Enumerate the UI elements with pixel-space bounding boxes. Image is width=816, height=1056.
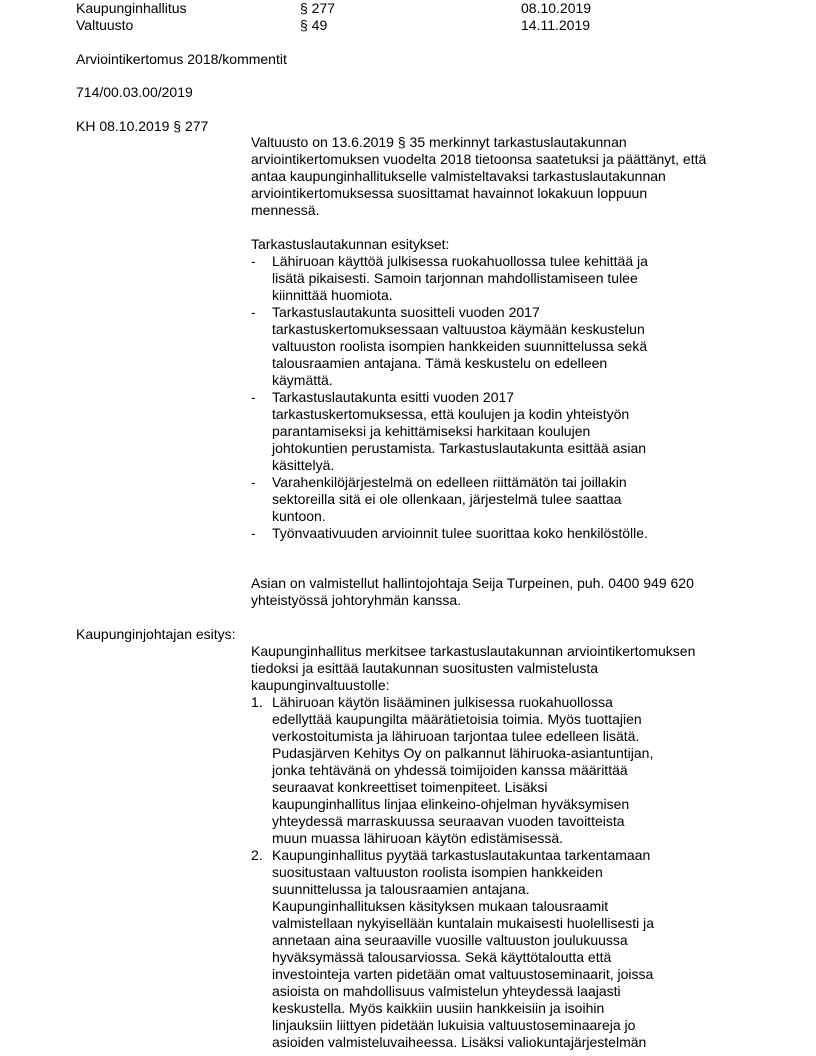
list-item [251, 694, 654, 847]
mayor-items-list [251, 694, 654, 1051]
list-marker: - [251, 525, 256, 541]
list-item-line: Kaupunginhallitus pyytää tarkastuslautakuntaa tarkentamaan [272, 847, 651, 863]
list-item-line: valmistellaan nykyisellään kuntalain mukaisesti huolellisesti ja [272, 915, 655, 931]
intro-line: Valtuusto on 13.6.2019 § 35 merkinnyt tarkastuslautakunnan [251, 134, 627, 150]
list-item-line: Tarkastuslautakunta suositteli vuoden 2017 [272, 304, 540, 320]
list-item [251, 389, 648, 474]
mayor-intro-line: kaupunginvaltuustolle: [251, 677, 390, 693]
header-date-2: 14.11.2019 [521, 17, 591, 33]
list-marker: - [251, 253, 256, 269]
list-item-line: edellyttää kaupungilta määrätietoisia toimia. Myös tuottajien [272, 711, 642, 727]
list-number: 1. [251, 694, 263, 710]
header-body-1: Kaupunginhallitus [76, 0, 187, 16]
list-item-line: Pudasjärven Kehitys Oy on palkannut lähiruoka-asiantuntijan, [272, 745, 654, 761]
list-item-line: tarkastuskertomuksessaan valtuustoa käymään keskustelun [272, 321, 645, 337]
list-item-line: Lähiruoan käyttöä julkisessa ruokahuollossa tulee kehittää ja [272, 253, 648, 269]
intro-line: arviointikertomuksessa suosittamat havainnot lokakuun loppuun [251, 185, 648, 201]
list-item-line: sektoreilla sitä ei ole ollenkaan, järjestelmä tulee saattaa [272, 491, 622, 507]
list-marker: - [251, 474, 256, 490]
list-item [251, 525, 648, 542]
list-item-line: asioiden valmisteluvaiheessa. Lisäksi valiokuntajärjestelmän [272, 1034, 647, 1050]
list-item-line: asioista on mahdollisuus valmistelun yhteydessä laajasti [272, 983, 621, 999]
proposals-list [251, 253, 648, 542]
list-item-line: yhteydessä marraskuussa seuraavan vuoden tavoitteista [272, 813, 625, 829]
list-marker: - [251, 304, 256, 320]
list-item-line: Lähiruoan käytön lisääminen julkisessa ruokahuollossa [272, 694, 613, 710]
list-item-line: hyväksymässä talousarviossa. Sekä käyttötaloutta että [272, 949, 612, 965]
list-item-line: käymättä. [272, 372, 333, 388]
list-item-line: annetaan aina seuraaville vuosille valtuuston joulukuussa [272, 932, 628, 948]
list-item-line: käsittelyä. [272, 457, 335, 473]
proposals-heading: Tarkastuslautakunnan esitykset: [251, 236, 450, 252]
header-section-2: § 49 [300, 17, 328, 33]
list-item-line: lisätä pikaisesti. Samoin tarjonnan mahdollistamiseen tulee [272, 270, 638, 286]
kh-label: KH 08.10.2019 § 277 [76, 118, 209, 134]
intro-paragraph [251, 134, 706, 219]
list-item [251, 847, 654, 1051]
list-item-line: muun muassa lähiruoan käytön edistämisessä. [272, 830, 564, 846]
intro-line: antaa kaupunginhallitukselle valmisteltavaksi tarkastuslautakunnan [251, 168, 666, 184]
list-item-line: jonka tehtävänä on yhdessä toimijoiden kanssa määrittää [272, 762, 628, 778]
list-item-line: kiinnittää huomiota. [272, 287, 393, 303]
header-date-1: 08.10.2019 [521, 0, 592, 16]
prepared-paragraph [251, 575, 694, 609]
list-item-line: seuraavat konkreettiset toimenpiteet. Lisäksi [272, 779, 548, 795]
list-number: 2. [251, 847, 263, 863]
list-item-line: kuntoon. [272, 508, 326, 524]
intro-line: mennessä. [251, 202, 320, 218]
list-item-line: Kaupunginhallituksen käsityksen mukaan talousraamit [272, 898, 609, 914]
list-item-line: parantamiseksi ja kehittämiseksi harkitaan koulujen [272, 423, 591, 439]
header-body-2: Valtuusto [76, 17, 134, 33]
reference-number: 714/00.03.00/2019 [76, 84, 193, 100]
list-item-line: tarkastuskertomuksessa, että koulujen ja kodin yhteistyön [272, 406, 630, 422]
mayor-label: Kaupunginjohtajan esitys: [76, 626, 236, 642]
list-item [251, 253, 648, 304]
list-item-line: Tarkastuslautakunta esitti vuoden 2017 [272, 389, 515, 405]
list-item-line: suunnittelussa ja talousraamien antajana. [272, 881, 530, 897]
list-item-line: Työnvaativuuden arvioinnit tulee suorittaa koko henkilöstölle. [272, 525, 648, 541]
list-item-line: suositustaan valtuuston roolista isompien hankkeiden [272, 864, 603, 880]
list-item-line: keskustella. Myös kaikkiin uusiin hankkeisiin ja isoihin [272, 1000, 605, 1016]
list-item-line: investointeja varten pidetään omat valtuustoseminaarit, joissa [272, 966, 654, 982]
list-item-line: valtuuston roolista isompien hankkeiden suunnittelussa sekä [272, 338, 648, 354]
intro-line: arviointikertomuksen vuodelta 2018 tietoonsa saatetuksi ja päättänyt, että [251, 151, 707, 167]
list-item-line: verkostoitumista ja lähiruoan tarjontaa tulee edelleen lisätä. [272, 728, 640, 744]
list-item-line: linjauksiin liittyen pidetään lukuisia valtuustoseminaareja jo [272, 1017, 636, 1033]
mayor-intro [251, 643, 695, 694]
list-item [251, 304, 648, 389]
prepared-line: yhteistyössä johtoryhmän kanssa. [251, 592, 462, 608]
list-item [251, 474, 648, 525]
header-section-1: § 277 [300, 0, 336, 16]
list-marker: - [251, 389, 256, 405]
prepared-line: Asian on valmistellut hallintojohtaja Seija Turpeinen, puh. 0400 949 620 [251, 575, 694, 591]
mayor-intro-line: tiedoksi ja esittää lautakunnan suositusten valmistelusta [251, 660, 599, 676]
list-item-line: kaupunginhallitus linjaa elinkeino-ohjelman hyväksymisen [272, 796, 630, 812]
mayor-intro-line: Kaupunginhallitus merkitsee tarkastuslautakunnan arviointikertomuksen [251, 643, 696, 659]
list-item-line: Varahenkilöjärjestelmä on edelleen riittämätön tai joillakin [272, 474, 627, 490]
list-item-line: talousraamien antajana. Tämä keskustelu on edelleen [272, 355, 608, 371]
list-item-line: johtokuntien perustamista. Tarkastuslautakunta esittää asian [272, 440, 647, 456]
document-title: Arviointikertomus 2018/kommentit [76, 51, 287, 67]
